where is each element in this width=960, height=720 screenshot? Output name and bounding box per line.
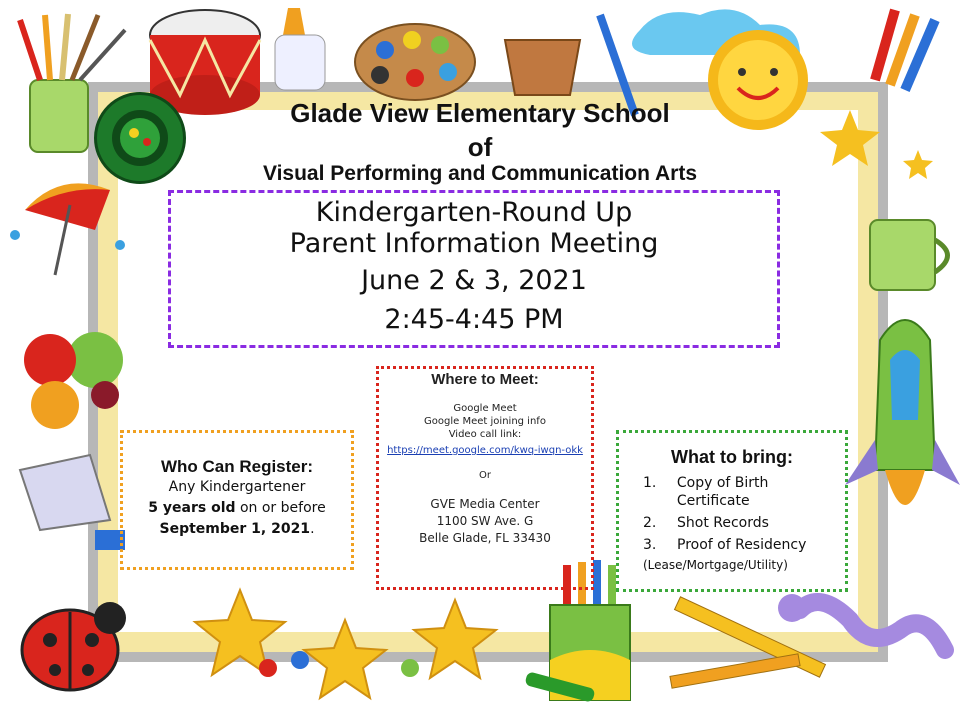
list-item-text: Shot Records [677,515,769,531]
list-item [619,514,845,532]
palette-logo-icon [97,95,183,181]
list-item [619,474,845,510]
meet-line-2: Google Meet joining info [424,416,546,427]
where-heading: Where to Meet: [431,371,539,388]
who-line-1: Any Kindergartener [168,479,306,495]
event-box [168,190,780,348]
bring-note: (Lease/Mortgage/Utility) [643,558,788,572]
bring-list [619,474,845,554]
list-item [619,536,845,554]
meet-line-3: Video call link: [448,429,522,440]
glue-bottle-icon [275,8,325,90]
where-to-meet-box [376,366,594,590]
fruit-icon [24,332,123,429]
crayons-icon [875,10,935,90]
header-of: of [467,132,493,162]
who-line-2-rest: on or before [235,500,326,516]
who-age: 5 years old [148,500,236,516]
who-heading: Who Can Register: [160,457,314,476]
meet-place: GVE Media Center [430,497,540,511]
school-name: Glade View Elementary School [290,98,670,128]
meet-street: 1100 SW Ave. G [436,514,534,528]
umbrella-icon [10,183,125,275]
ladybug-icon [22,602,126,690]
who-deadline: September 1, 2021 [159,521,311,537]
where-or: Or [479,470,491,481]
paint-tube-icon [20,455,125,550]
event-dates: June 2 & 3, 2021 [361,265,587,297]
who-period: . [310,521,315,537]
who-can-register-box [120,430,354,570]
who-line-3 [123,519,351,540]
star-icon [820,110,933,179]
meet-line-1: Google Meet [453,403,517,414]
what-to-bring-box [616,430,848,592]
cup-icon [870,220,948,290]
list-item-number: 1. [643,475,657,491]
list-item-number: 3. [643,537,657,553]
bring-heading: What to bring: [671,447,793,467]
who-line-2 [123,498,351,519]
meet-link[interactable]: https://meet.google.com/kwq-iwqn-okk [387,445,583,456]
list-item-text: Proof of Residency [677,537,807,553]
event-title: Kindergarten-Round Up [315,197,633,228]
rocket-icon [845,320,960,505]
program-name: Visual Performing and Communication Arts [262,162,698,185]
event-subtitle: Parent Information Meeting [289,228,659,260]
school-logo [94,92,186,184]
list-item-number: 2. [643,515,657,531]
star-toys-icon [195,590,496,698]
list-item-text: Copy of Birth Certificate [676,475,769,509]
event-time: 2:45-4:45 PM [384,304,564,336]
paint-palette-icon [355,24,475,100]
worm-icon [778,594,945,650]
meet-city: Belle Glade, FL 33430 [419,531,551,545]
